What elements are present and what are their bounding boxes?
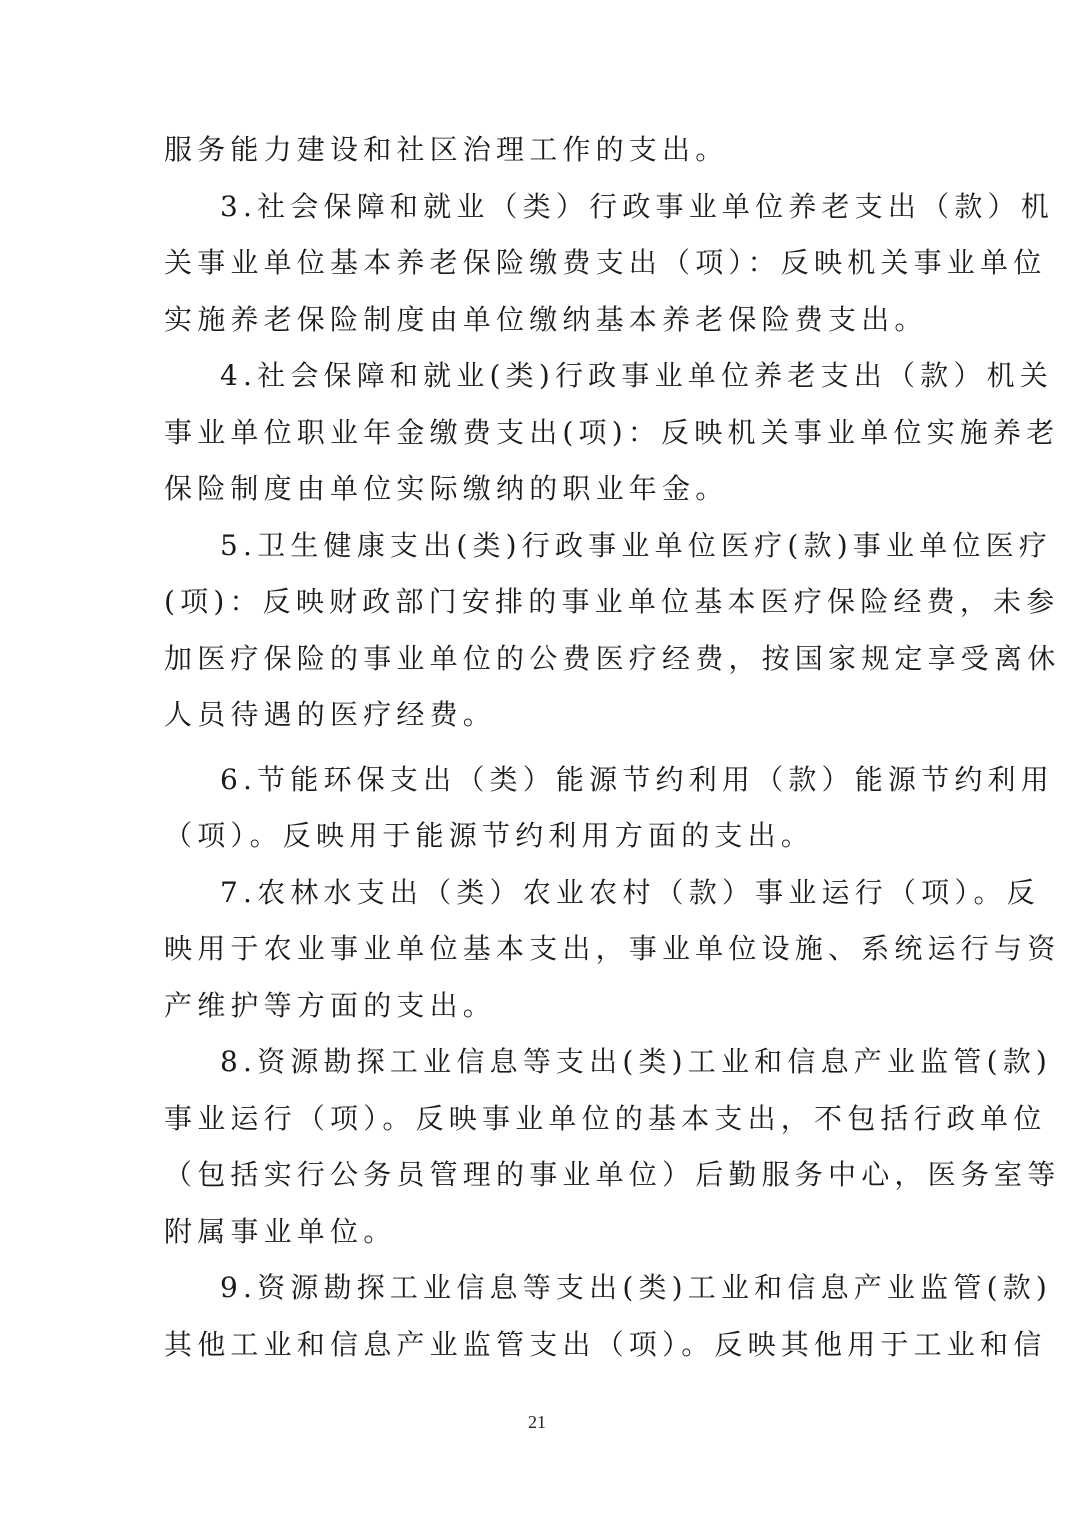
text-line: 附属事业单位。 [164,1214,397,1248]
paragraph-4-line: 4.社会保障和就业(类)行政事业单位养老支出（款）机关 [220,359,1053,392]
paragraph-8-line: 8.资源勘探工业信息等支出(类)工业和信息产业监管(款) [220,1045,1053,1078]
text-line: 服务能力建设和社区治理工作的支出。 [164,133,729,166]
text-line: 保险制度由单位实际缴纳的职业年金。 [164,472,729,505]
text-line: （包括实行公务员管理的事业单位）后勤服务中心，医务室等 [164,1158,1061,1191]
text-line: (项)：反映财政部门安排的事业单位基本医疗保险经费，未参 [164,585,1060,618]
text-line: 加医疗保险的事业单位的公费医疗经费，按国家规定享受离休 [164,641,1061,675]
text-line: 事业运行（项）。反映事业单位的基本支出，不包括行政单位 [164,1101,1047,1135]
text-line: 产维护等方面的支出。 [164,988,497,1022]
page-number: 21 [528,1412,546,1432]
paragraph-6-line: 6.节能环保支出（类）能源节约利用（款）能源节约利用 [220,762,1054,796]
text-line: 映用于农业事业单位基本支出，事业单位设施、系统运行与资 [164,932,1061,965]
paragraph-5-line: 5.卫生健康支出(类)行政事业单位医疗(款)事业单位医疗 [220,528,1053,562]
text-line: 其他工业和信息产业监管支出（项）。反映其他用于工业和信 [164,1327,1047,1361]
paragraph-gap [164,744,940,752]
text-line: （项）。反映用于能源节约利用方面的支出。 [164,819,815,852]
text-line: 人员待遇的医疗经费。 [164,698,497,731]
paragraph-7-line: 7.农林水支出（类）农业农村（款）事业运行（项）。反 [220,875,1040,909]
text-line: 关事业单位基本养老保险缴费支出（项）：反映机关事业单位 [164,246,1047,279]
text-line: 事业单位职业年金缴费支出(项)：反映机关事业单位实施养老 [164,415,1060,449]
body-text [164,122,1061,1373]
paragraph-9-line: 9.资源勘探工业信息等支出(类)工业和信息产业监管(款) [220,1271,1053,1304]
text-line: 实施养老保险制度由单位缴纳基本养老保险费支出。 [164,302,928,336]
paragraph-3-line: 3.社会保障和就业（类）行政事业单位养老支出（款）机 [220,189,1054,223]
